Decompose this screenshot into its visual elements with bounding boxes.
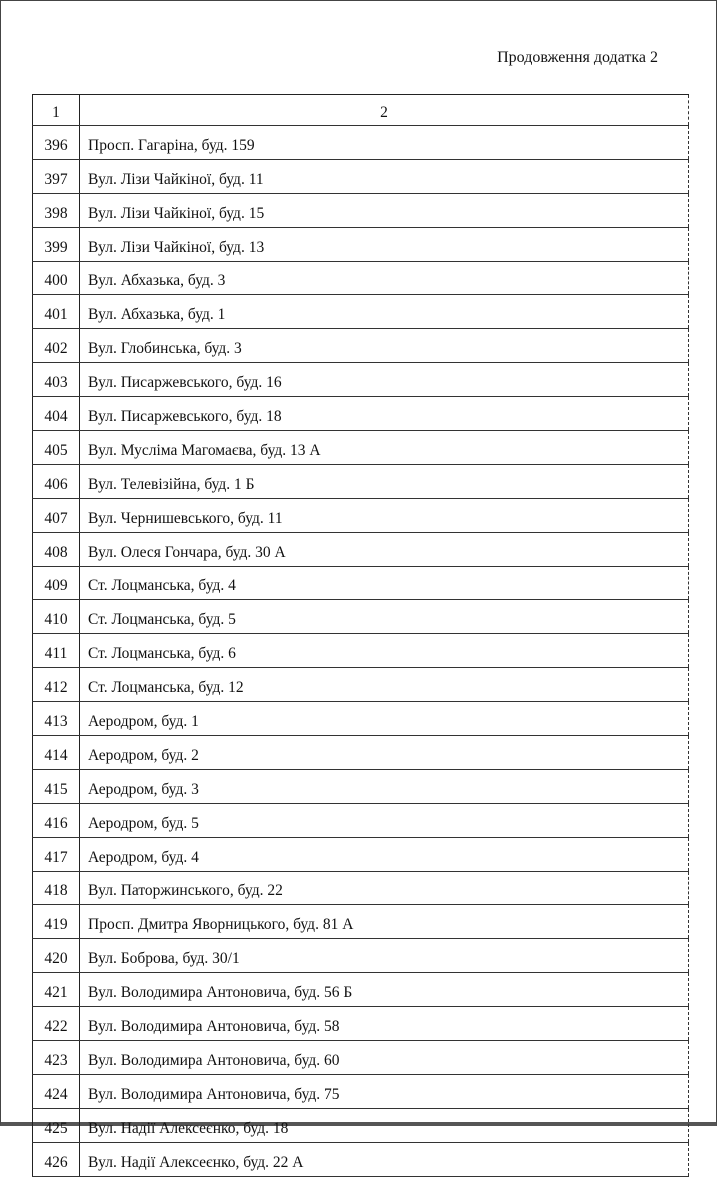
- row-address: Аеродром, буд. 5: [80, 803, 689, 837]
- row-address: Вул. Паторжинського, буд. 22: [80, 871, 689, 905]
- row-number: 420: [33, 939, 80, 973]
- row-address: Ст. Лоцманська, буд. 6: [80, 634, 689, 668]
- row-number: 410: [33, 600, 80, 634]
- row-number: 399: [33, 227, 80, 261]
- row-address: Ст. Лоцманська, буд. 12: [80, 668, 689, 702]
- row-number: 396: [33, 126, 80, 160]
- row-number: 409: [33, 566, 80, 600]
- table-header-row: [33, 95, 689, 126]
- row-address: Вул. Лізи Чайкіної, буд. 15: [80, 193, 689, 227]
- table-row: [33, 464, 689, 498]
- row-number: 406: [33, 464, 80, 498]
- row-number: 407: [33, 498, 80, 532]
- table-row: [33, 702, 689, 736]
- table-row: [33, 871, 689, 905]
- row-number: 398: [33, 193, 80, 227]
- row-address: Вул. Писаржевського, буд. 16: [80, 363, 689, 397]
- table-row: [33, 431, 689, 465]
- row-number: 423: [33, 1041, 80, 1075]
- row-address: Вул. Мусліма Магомаєва, буд. 13 А: [80, 431, 689, 465]
- row-address: Вул. Лізи Чайкіної, буд. 13: [80, 227, 689, 261]
- table-row: [33, 532, 689, 566]
- table-row: [33, 1142, 689, 1176]
- table-row: [33, 126, 689, 160]
- table-row: [33, 227, 689, 261]
- row-number: 425: [33, 1108, 80, 1142]
- table-row: [33, 363, 689, 397]
- row-address: Вул. Абхазька, буд. 3: [80, 261, 689, 295]
- table-row: [33, 736, 689, 770]
- table-row: [33, 397, 689, 431]
- row-address: Аеродром, буд. 1: [80, 702, 689, 736]
- row-number: 413: [33, 702, 80, 736]
- row-address: Вул. Телевізійна, буд. 1 Б: [80, 464, 689, 498]
- column-header-1: 1: [33, 95, 80, 126]
- row-number: 422: [33, 1007, 80, 1041]
- address-table: [32, 94, 689, 1177]
- row-number: 416: [33, 803, 80, 837]
- row-number: 397: [33, 159, 80, 193]
- row-number: 403: [33, 363, 80, 397]
- column-header-2: 2: [80, 95, 689, 126]
- row-number: 414: [33, 736, 80, 770]
- row-address: Вул. Глобинська, буд. 3: [80, 329, 689, 363]
- row-number: 400: [33, 261, 80, 295]
- table-row: [33, 1007, 689, 1041]
- table-row: [33, 261, 689, 295]
- row-address: Просп. Дмитра Яворницького, буд. 81 А: [80, 905, 689, 939]
- row-number: 415: [33, 769, 80, 803]
- table-row: [33, 668, 689, 702]
- row-address: Вул. Надії Алексеєнко, буд. 22 А: [80, 1142, 689, 1176]
- row-number: 411: [33, 634, 80, 668]
- row-address: Просп. Гагаріна, буд. 159: [80, 126, 689, 160]
- row-address: Вул. Писаржевського, буд. 18: [80, 397, 689, 431]
- row-number: 405: [33, 431, 80, 465]
- row-number: 408: [33, 532, 80, 566]
- table-row: [33, 634, 689, 668]
- row-address: Вул. Володимира Антоновича, буд. 75: [80, 1074, 689, 1108]
- row-number: 401: [33, 295, 80, 329]
- table-row: [33, 837, 689, 871]
- page-heading: Продовження додатка 2: [497, 49, 658, 66]
- row-address: Вул. Володимира Антоновича, буд. 56 Б: [80, 973, 689, 1007]
- table-row: [33, 803, 689, 837]
- table-row: [33, 1108, 689, 1142]
- table-row: [33, 973, 689, 1007]
- row-number: 412: [33, 668, 80, 702]
- row-number: 424: [33, 1074, 80, 1108]
- row-address: Аеродром, буд. 3: [80, 769, 689, 803]
- row-address: Вул. Надії Алексеєнко, буд. 18: [80, 1108, 689, 1142]
- row-address: Вул. Володимира Антоновича, буд. 60: [80, 1041, 689, 1075]
- row-number: 404: [33, 397, 80, 431]
- table-row: [33, 769, 689, 803]
- row-number: 417: [33, 837, 80, 871]
- table-row: [33, 566, 689, 600]
- row-address: Аеродром, буд. 2: [80, 736, 689, 770]
- row-address: Вул. Олеся Гончара, буд. 30 А: [80, 532, 689, 566]
- row-address: Ст. Лоцманська, буд. 5: [80, 600, 689, 634]
- table-row: [33, 1074, 689, 1108]
- table-row: [33, 905, 689, 939]
- table-row: [33, 1041, 689, 1075]
- table-row: [33, 193, 689, 227]
- row-address: Вул. Абхазька, буд. 1: [80, 295, 689, 329]
- table-row: [33, 295, 689, 329]
- row-number: 421: [33, 973, 80, 1007]
- table-row: [33, 600, 689, 634]
- row-number: 419: [33, 905, 80, 939]
- row-address: Вул. Чернишевського, буд. 11: [80, 498, 689, 532]
- row-address: Вул. Боброва, буд. 30/1: [80, 939, 689, 973]
- table-row: [33, 329, 689, 363]
- row-number: 402: [33, 329, 80, 363]
- table-row: [33, 159, 689, 193]
- row-number: 426: [33, 1142, 80, 1176]
- row-number: 418: [33, 871, 80, 905]
- row-address: Вул. Володимира Антоновича, буд. 58: [80, 1007, 689, 1041]
- table-row: [33, 939, 689, 973]
- table-row: [33, 498, 689, 532]
- row-address: Вул. Лізи Чайкіної, буд. 11: [80, 159, 689, 193]
- row-address: Аеродром, буд. 4: [80, 837, 689, 871]
- row-address: Ст. Лоцманська, буд. 4: [80, 566, 689, 600]
